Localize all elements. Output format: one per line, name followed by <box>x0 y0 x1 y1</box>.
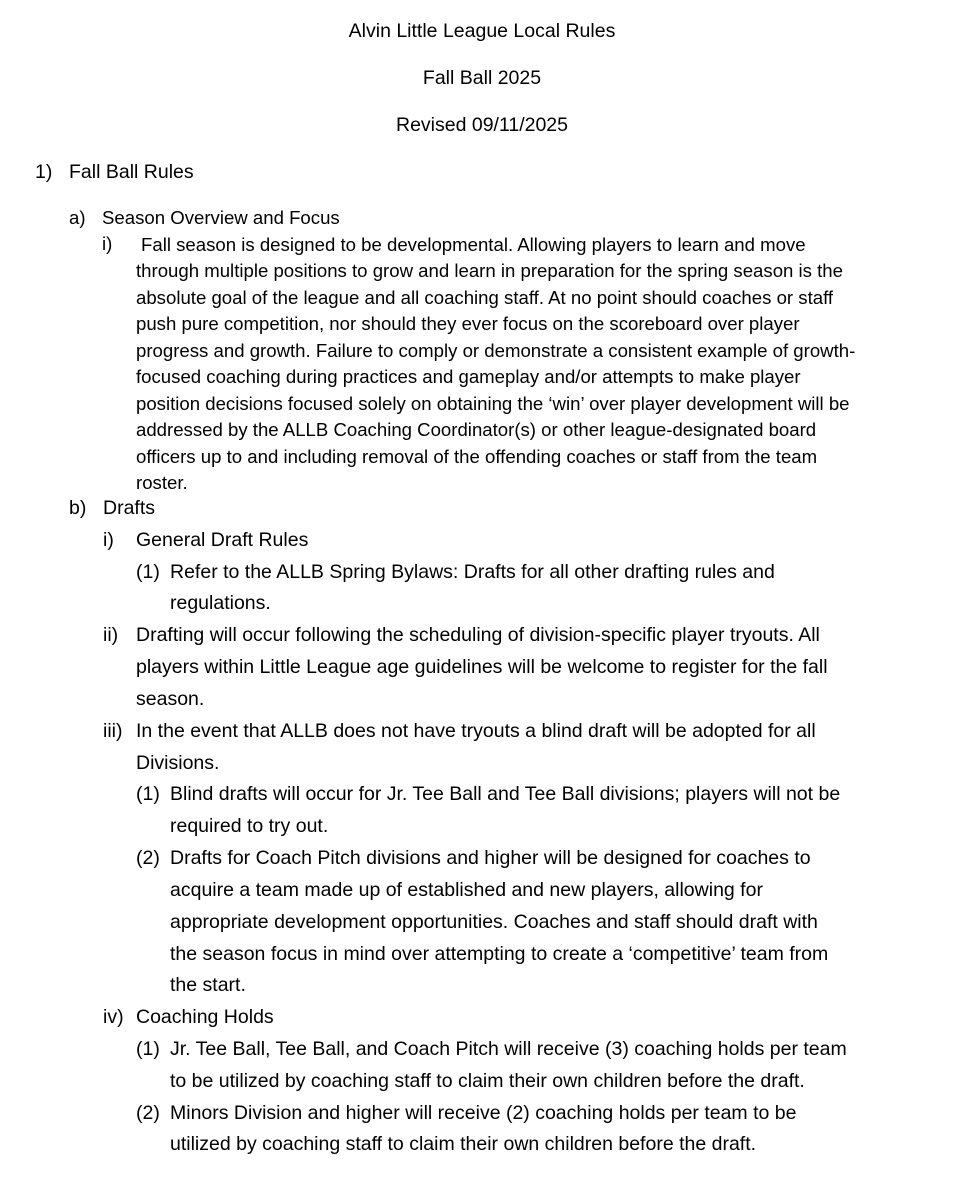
paragraph-line: addressed by the ALLB Coaching Coordinator(s) or other league-designated board <box>136 419 817 440</box>
section-1a-title: Season Overview and Focus <box>102 207 340 228</box>
document-title: Alvin Little League Local Rules <box>348 20 616 42</box>
list-item-number: (2) <box>136 1102 160 1124</box>
paragraph-line: In the event that ALLB does not have tryouts a blind draft will be adopted for all <box>136 720 816 742</box>
section-1b-i-number: i) <box>103 529 114 551</box>
paragraph-line: focused coaching during practices and gameplay and/or attempts to make player <box>136 366 801 387</box>
list-item-line: Blind drafts will occur for Jr. Tee Ball and Tee Ball divisions; players will not be <box>170 783 841 805</box>
list-item-number: (1) <box>136 1038 160 1060</box>
section-1a-i-number: i) <box>102 233 113 254</box>
paragraph-line: season. <box>136 688 205 710</box>
list-item-line: Refer to the ALLB Spring Bylaws: Drafts for all other drafting rules and <box>170 561 775 583</box>
list-item-line: utilized by coaching staff to claim their own children before the draft. <box>170 1133 757 1155</box>
section-1b-i-title: General Draft Rules <box>136 529 309 551</box>
paragraph-line: Drafting will occur following the scheduling of division-specific player tryouts. All <box>136 624 820 646</box>
document-subtitle: Fall Ball 2025 <box>422 67 542 89</box>
paragraph-line: absolute goal of the league and all coaching staff. At no point should coaches or staff <box>136 287 834 308</box>
list-item-number: (1) <box>136 783 160 805</box>
list-item-line: Jr. Tee Ball, Tee Ball, and Coach Pitch will receive (3) coaching holds per team <box>170 1038 847 1060</box>
paragraph-line: progress and growth. Failure to comply or demonstrate a consistent example of growth- <box>136 340 856 361</box>
list-item-line: appropriate development opportunities. Coaches and staff should draft with <box>170 911 818 933</box>
section-1-number: 1) <box>35 161 53 183</box>
list-item-line: Minors Division and higher will receive (2) coaching holds per team to be <box>170 1102 797 1124</box>
section-1a-number: a) <box>69 207 86 228</box>
paragraph-line: push pure competition, nor should they ever focus on the scoreboard over player <box>136 313 800 334</box>
section-1b-ii-number: ii) <box>103 624 119 646</box>
section-1b-iii-number: iii) <box>103 720 123 742</box>
list-item-number: (1) <box>136 561 160 583</box>
paragraph-line: roster. <box>136 472 188 493</box>
section-1b-iv-number: iv) <box>103 1006 124 1028</box>
section-1-title: Fall Ball Rules <box>69 161 194 183</box>
section-1b-title: Drafts <box>103 497 156 519</box>
list-item-line: the start. <box>170 974 246 996</box>
list-item-line: to be utilized by coaching staff to claim their own children before the draft. <box>170 1070 805 1092</box>
section-1b-iv-title: Coaching Holds <box>136 1006 274 1028</box>
revision-date: Revised 09/11/2025 <box>395 114 568 136</box>
paragraph-line: Fall season is designed to be developmental. Allowing players to learn and move <box>141 234 806 255</box>
list-item-line: required to try out. <box>170 815 329 837</box>
list-item-line: the season focus in mind over attempting to create a ‘competitive’ team from <box>170 943 829 965</box>
paragraph-line: through multiple positions to grow and learn in preparation for the spring season is the <box>136 260 843 281</box>
paragraph-line: officers up to and including removal of the offending coaches or staff from the team <box>136 446 818 467</box>
paragraph-line: players within Little League age guidelines will be welcome to register for the fall <box>136 656 828 678</box>
paragraph-line: Divisions. <box>136 752 220 774</box>
list-item-line: acquire a team made up of established and new players, allowing for <box>170 879 763 901</box>
list-item-number: (2) <box>136 847 160 869</box>
list-item-line: regulations. <box>170 592 271 614</box>
paragraph-line: position decisions focused solely on obtaining the ‘win’ over player development will be <box>136 393 850 414</box>
section-1b-number: b) <box>69 497 87 519</box>
list-item-line: Drafts for Coach Pitch divisions and higher will be designed for coaches to <box>170 847 811 869</box>
